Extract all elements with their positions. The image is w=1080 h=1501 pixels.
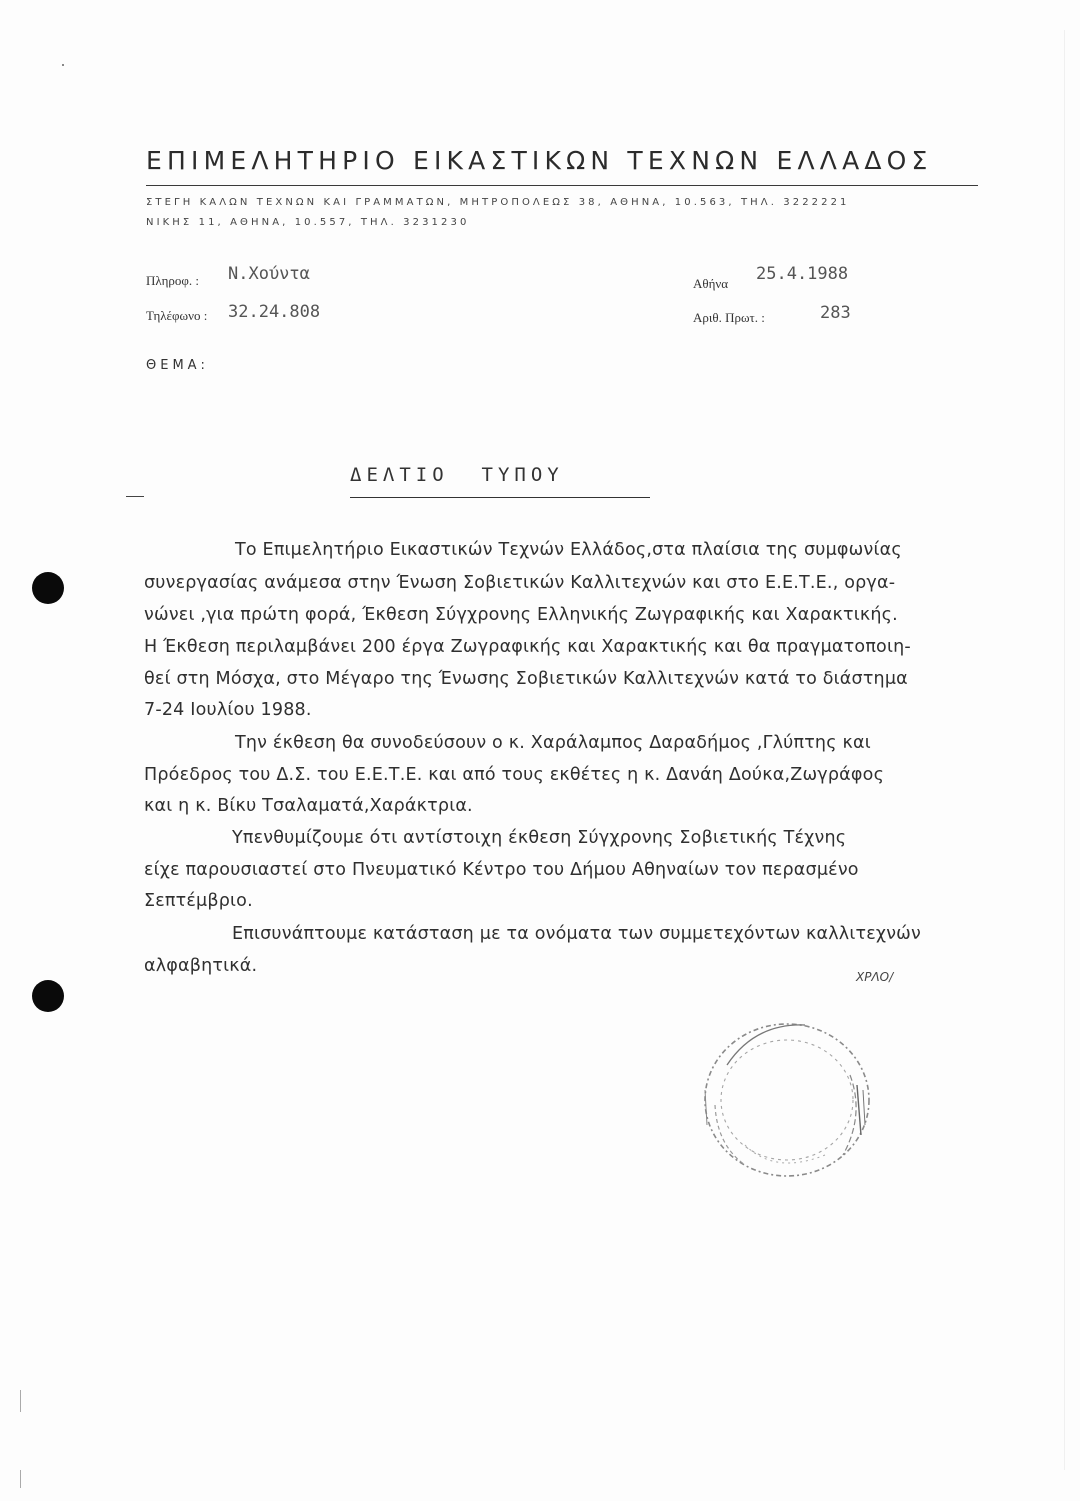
typist-initials: ΧΡΛΟ/ [856,970,894,984]
body-line: και η κ. Βίκυ Τσαλαματά,Χαράκτρια. [144,796,473,816]
phone-label: Τηλέφωνο : [146,308,208,323]
letterhead-address-1: ΣΤΕΓΗ ΚΑΛΩΝ ΤΕΧΝΩΝ ΚΑΙ ΓΡΑΜΜΑΤΩΝ, ΜΗΤΡΟΠΟΛΕΩΣ 38, ΑΘΗΝΑ, 10.563, ΤΗΛ. 3222221 [146,197,850,208]
body-line: Πρόεδρος του Δ.Σ. του Ε.Ε.Τ.Ε. και από τους εκθέτες η κ. Δανάη Δούκα,Ζωγράφος [144,765,885,785]
punch-hole [32,572,64,604]
letterhead-address-2: ΝΙΚΗΣ 11, ΑΘΗΝΑ, 10.557, ΤΗΛ. 3231230 [146,217,470,228]
body-line: Το Επιμελητήριο Εικαστικών Τεχνών Ελλάδος,στα πλαίσια της συμφωνίας [235,540,902,560]
paper-edge-mark [20,1470,21,1488]
info-label: Πληροφ. : [146,273,199,288]
body-line: συνεργασίας ανάμεσα στην Ένωση Σοβιετικών Καλλιτεχνών και στο Ε.Ε.Τ.Ε., οργα- [144,573,896,593]
body-line: 7-24 Ιουλίου 1988. [144,700,312,720]
margin-dash [126,496,144,497]
paper-speck [62,64,64,66]
body-line: θεί στη Μόσχα, στο Μέγαρο της Ένωσης Σοβιετικών Καλλιτεχνών κατά το διάστημα [144,669,908,689]
body-line: Την έκθεση θα συνοδεύσουν ο κ. Χαράλαμπος Δαραδήμος ,Γλύπτης και [235,733,871,753]
info-value: Ν.Χούντα [228,264,310,284]
body-line: Επισυνάπτουμε κατάσταση με τα ονόματα των συμμετεχόντων καλλιτεχνών [232,924,921,944]
document-title: ΔΕΛΤΙΟ ΤΥΠΟΥ [350,464,564,486]
body-line: είχε παρουσιαστεί στο Πνευματικό Κέντρο του Δήμου Αθηναίων τον περασμένο [144,860,859,880]
body-line: Υπενθυμίζουμε ότι αντίστοιχη έκθεση Σύγχρονης Σοβιετικής Τέχνης [232,828,847,848]
body-line: αλφαβητικά. [144,956,258,976]
date-value: 25.4.1988 [756,264,849,284]
document-title-underline [350,497,650,498]
paper-edge-shadow [1064,30,1065,1470]
body-line: νώνει ,για πρώτη φορά, Έκθεση Σύγχρονης Ελληνικής Ζωγραφικής και Χαρακτικής. [144,605,898,625]
protocol-value: 283 [820,303,851,323]
letterhead-title: ΕΠΙΜΕΛΗΤΗΡΙΟ ΕΙΚΑΣΤΙΚΩΝ ΤΕΧΝΩΝ ΕΛΛΑΔΟΣ [146,146,933,175]
letterhead-rule [146,185,978,186]
paper-edge-mark [20,1390,21,1412]
protocol-label: Αριθ. Πρωτ. : [693,310,765,325]
official-stamp [675,1005,885,1195]
phone-value: 32.24.808 [228,302,321,322]
body-line: Η Έκθεση περιλαμβάνει 200 έργα Ζωγραφικής και Χαρακτικής και θα πραγματοποιη- [144,637,911,657]
punch-hole [32,980,64,1012]
subject-label: ΘΕΜΑ: [146,358,209,373]
place-label: Αθήνα [693,276,729,291]
body-line: Σεπτέμβριο. [144,891,253,911]
